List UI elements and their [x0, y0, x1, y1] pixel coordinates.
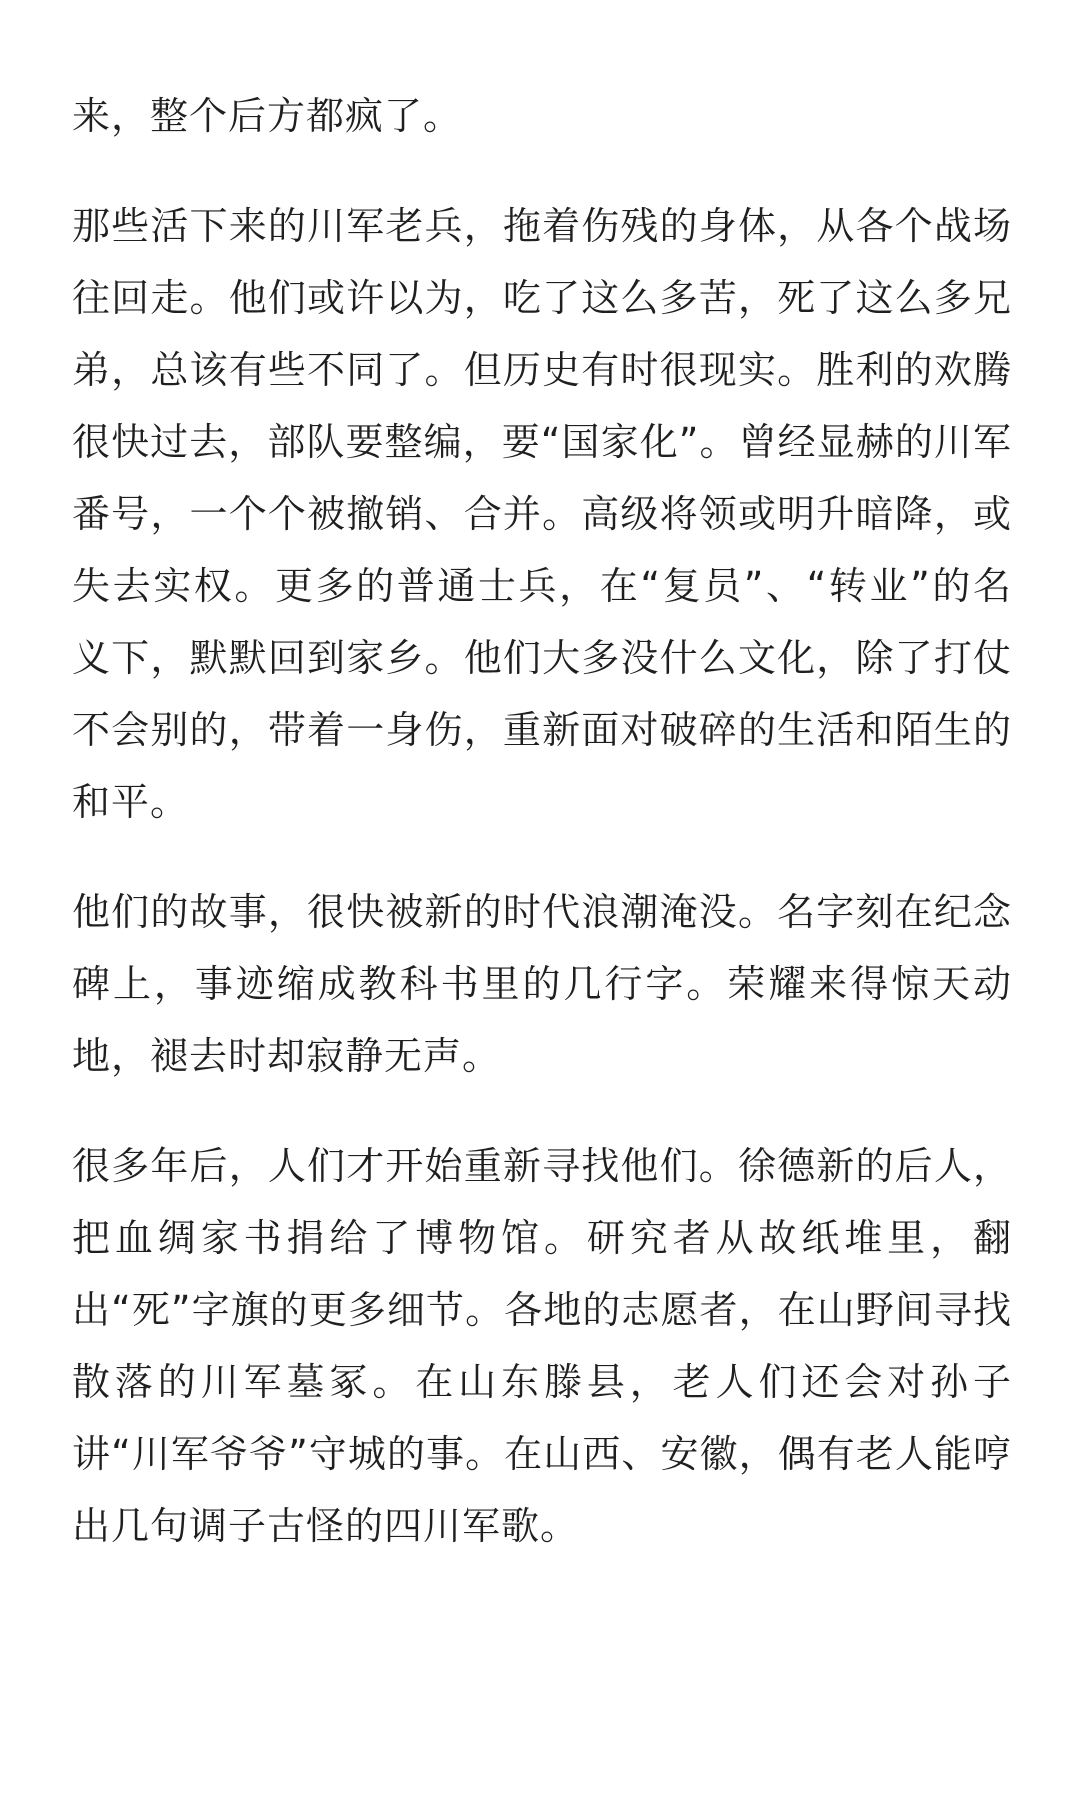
paragraph-1: 来，整个后方都疯了。	[72, 94, 463, 138]
article-body	[72, 80, 1012, 1600]
paragraph-2: 那些活下来的川军老兵，拖着伤残的身体，从各个战场往回走。他们或许以为，吃了这么多苦，死了这么多兄弟，总该有些不同了。但历史有时很现实。胜利的欢腾很快过去，部队要整编，要“国家化”。曾经显赫的川军番号，一个个被撤销、合并。高级将领或明升暗降，或失去实权。更多的普通士兵，在“复员”、“转业”的名义下，默默回到家乡。他们大多没什么文化，除了打仗不会别的，带着一身伤，重新面对破碎的生活和陌生的和平。	[72, 204, 1012, 824]
paragraph-4: 很多年后，人们才开始重新寻找他们。徐德新的后人，把血绸家书捐给了博物馆。研究者从故纸堆里，翻出“死”字旗的更多细节。各地的志愿者，在山野间寻找散落的川军墓冢。在山东滕县，老人们还会对孙子讲“川军爷爷”守城的事。在山西、安徽，偶有老人能哼出几句调子古怪的四川军歌。	[72, 1144, 1012, 1548]
paragraph-3: 他们的故事，很快被新的时代浪潮淹没。名字刻在纪念碑上，事迹缩成教科书里的几行字。荣耀来得惊天动地，褪去时却寂静无声。	[72, 890, 1012, 1078]
